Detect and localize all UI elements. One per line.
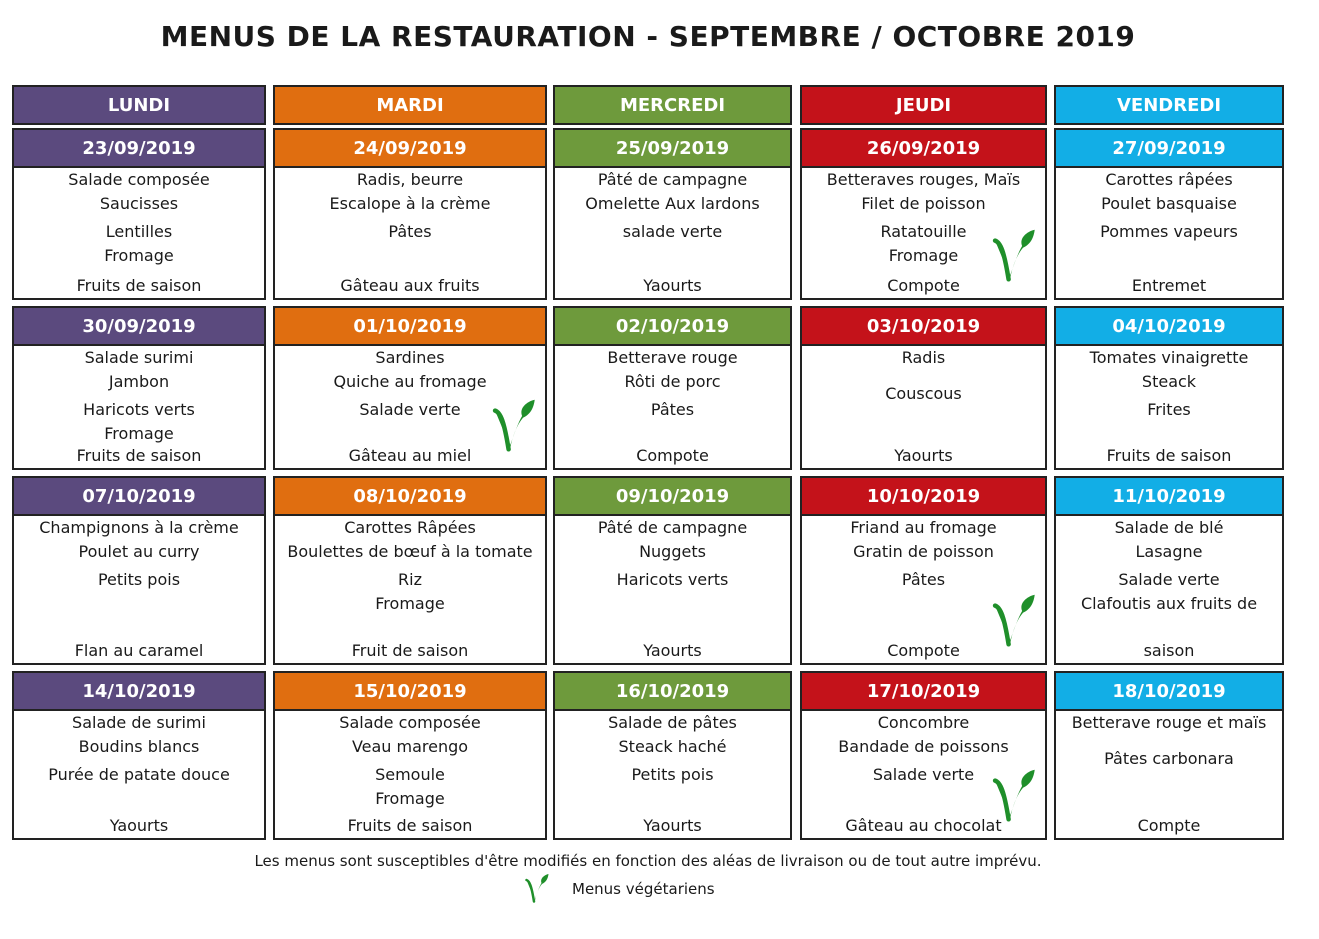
dish-item: Pâtes carbonara	[1104, 749, 1234, 768]
dish-item: Fruits de saison	[347, 816, 473, 835]
dish-list	[1056, 346, 1282, 470]
dish-list	[802, 711, 1045, 840]
menu-date: 23/09/2019	[14, 130, 264, 168]
dish-item: Quiche au fromage	[333, 372, 487, 391]
dish-item: Saucisses	[99, 194, 179, 213]
menu-cell	[1054, 476, 1284, 665]
dish-item: Steack haché	[618, 737, 727, 756]
dish-item: Pâtes	[388, 222, 432, 241]
menu-cell	[1054, 671, 1284, 840]
vegetarian-leaf-icon	[989, 768, 1039, 822]
vegetarian-leaf-icon	[989, 593, 1039, 647]
menu-date: 26/09/2019	[802, 130, 1045, 168]
dish-item: Poulet au curry	[78, 542, 200, 561]
day-header: LUNDI	[12, 85, 266, 125]
menu-cell	[800, 671, 1047, 840]
dish-list	[275, 711, 545, 840]
dish-item: Gâteau aux fruits	[340, 276, 480, 295]
menu-cell	[12, 671, 266, 840]
vegetarian-leaf-icon	[489, 398, 539, 452]
menu-date: 24/09/2019	[275, 130, 545, 168]
dish-item: Omelette Aux lardons	[585, 194, 760, 213]
dish-item: Compote	[636, 446, 709, 465]
dish-item: Salade de surimi	[72, 713, 206, 732]
dish-item: Fruits de saison	[76, 276, 202, 295]
menu-date: 18/10/2019	[1056, 673, 1282, 711]
menu-cell	[800, 306, 1047, 470]
dish-list	[1056, 711, 1282, 840]
menu-date: 30/09/2019	[14, 308, 264, 346]
dish-item: Carottes Râpées	[344, 518, 476, 537]
day-column-lundi	[12, 85, 266, 835]
dish-item: Sardines	[375, 348, 445, 367]
dish-item: Pâtes	[650, 400, 695, 419]
menu-cell	[553, 306, 792, 470]
dish-item: Haricots verts	[616, 570, 729, 589]
page-title: MENUS DE LA RESTAURATION - SEPTEMBRE / OCTOBRE 2019	[160, 20, 1136, 53]
dish-item: Riz	[398, 570, 422, 589]
dish-item: Fruit de saison	[351, 641, 469, 660]
dish-item: Pommes vapeurs	[1100, 222, 1238, 241]
dish-item: Steack	[1141, 372, 1197, 391]
dish-item: Fromage	[375, 594, 445, 613]
dish-list	[14, 346, 264, 470]
dish-item: Tomates vinaigrette	[1089, 348, 1249, 367]
menu-date: 15/10/2019	[275, 673, 545, 711]
menu-cell	[553, 476, 792, 665]
dish-item: Filet de poisson	[861, 194, 986, 213]
legend-label: Menus végétariens	[572, 880, 715, 898]
day-header: MERCREDI	[553, 85, 792, 125]
dish-item: Fromage	[104, 424, 174, 443]
dish-item: Couscous	[885, 384, 962, 403]
dish-item: Salade verte	[1118, 570, 1220, 589]
menu-cell	[273, 128, 547, 300]
dish-item: Fromage	[104, 246, 174, 265]
dish-item: Betteraves rouges, Maïs	[826, 170, 1021, 189]
menu-date: 03/10/2019	[802, 308, 1045, 346]
dish-item: Compote	[887, 641, 960, 660]
dish-item: Concombre	[877, 713, 970, 732]
menu-cell	[273, 671, 547, 840]
dish-item: Clafoutis aux fruits de	[1080, 594, 1258, 613]
day-column-jeudi	[800, 85, 1047, 835]
dish-item: Petits pois	[631, 765, 714, 784]
dish-item: Bandade de poissons	[838, 737, 1009, 756]
day-column-mardi	[273, 85, 547, 835]
dish-item: Fromage	[375, 789, 445, 808]
menu-cell	[12, 128, 266, 300]
dish-list	[14, 168, 264, 300]
dish-item: Salade composée	[339, 713, 481, 732]
dish-item: saison	[1143, 641, 1195, 660]
menu-cell	[273, 306, 547, 470]
day-header: VENDREDI	[1054, 85, 1284, 125]
dish-list	[802, 346, 1045, 470]
dish-item: Lasagne	[1135, 542, 1203, 561]
dish-item: Salade surimi	[84, 348, 194, 367]
dish-item: Yaourts	[643, 276, 702, 295]
dish-item: Yaourts	[109, 816, 169, 835]
dish-item: Ratatouille	[880, 222, 967, 241]
dish-list	[555, 346, 790, 470]
menu-cell	[273, 476, 547, 665]
menu-cell	[553, 128, 792, 300]
dish-item: Radis, beurre	[356, 170, 464, 189]
dish-list	[275, 346, 545, 470]
dish-item: Jambon	[108, 372, 170, 391]
dish-item: Salade de blé	[1114, 518, 1224, 537]
menu-cell	[1054, 128, 1284, 300]
day-header: JEUDI	[800, 85, 1047, 125]
dish-item: Rôti de porc	[624, 372, 721, 391]
dish-item: Gâteau au chocolat	[845, 816, 1002, 835]
dish-item: Radis	[901, 348, 946, 367]
dish-item: Champignons à la crème	[39, 518, 239, 537]
dish-item: Lentilles	[105, 222, 173, 241]
dish-item: Poulet basquaise	[1101, 194, 1237, 213]
dish-item: Gratin de poisson	[853, 542, 994, 561]
dish-list	[555, 711, 790, 840]
dish-item: Petits pois	[97, 570, 181, 589]
dish-item: Boulettes de bœuf à la tomate	[287, 542, 533, 561]
dish-item: Pâté de campagne	[597, 170, 748, 189]
menu-date: 04/10/2019	[1056, 308, 1282, 346]
dish-list	[1056, 168, 1282, 300]
dish-item: Purée de patate douce	[48, 765, 230, 784]
menu-date: 11/10/2019	[1056, 478, 1282, 516]
menu-date: 16/10/2019	[555, 673, 790, 711]
menu-date: 27/09/2019	[1056, 130, 1282, 168]
dish-item: Pâtes	[901, 570, 946, 589]
menu-cell	[12, 306, 266, 470]
dish-item: Semoule	[375, 765, 445, 784]
dish-list	[275, 168, 545, 300]
dish-item: Entremet	[1131, 276, 1207, 295]
menu-cell	[12, 476, 266, 665]
dish-item: Betterave rouge et maïs	[1071, 713, 1267, 732]
menu-date: 10/10/2019	[802, 478, 1045, 516]
dish-item: Yaourts	[894, 446, 953, 465]
menu-date: 08/10/2019	[275, 478, 545, 516]
dish-item: Fruits de saison	[76, 446, 202, 465]
dish-list	[555, 516, 790, 665]
dish-item: Salade verte	[872, 765, 975, 784]
menu-date: 25/09/2019	[555, 130, 790, 168]
menu-date: 01/10/2019	[275, 308, 545, 346]
menu-date: 14/10/2019	[14, 673, 264, 711]
dish-item: Pâté de campagne	[597, 518, 748, 537]
day-header: MARDI	[273, 85, 547, 125]
day-column-mercredi	[553, 85, 792, 835]
dish-item: Compote	[887, 276, 960, 295]
menu-date: 17/10/2019	[802, 673, 1045, 711]
day-column-vendredi	[1054, 85, 1284, 835]
vegetarian-leaf-icon	[522, 873, 552, 903]
dish-item: Frites	[1147, 400, 1191, 419]
dish-item: Escalope à la crème	[329, 194, 491, 213]
dish-item: Fromage	[888, 246, 959, 265]
dish-item: Salade de pâtes	[608, 713, 737, 732]
dish-item: Betterave rouge	[607, 348, 738, 367]
menu-cell	[553, 671, 792, 840]
dish-item: Compte	[1137, 816, 1201, 835]
dish-list	[14, 516, 264, 665]
dish-list	[14, 711, 264, 840]
dish-list	[802, 516, 1045, 665]
dish-item: Nuggets	[639, 542, 706, 561]
dish-item: salade verte	[622, 222, 723, 241]
menu-date: 02/10/2019	[555, 308, 790, 346]
dish-list	[555, 168, 790, 300]
dish-item: Carottes râpées	[1105, 170, 1233, 189]
menu-cell	[800, 476, 1047, 665]
dish-list	[1056, 516, 1282, 665]
dish-item: Haricots verts	[83, 400, 195, 419]
vegetarian-leaf-icon	[989, 228, 1039, 282]
dish-item: Boudins blancs	[78, 737, 200, 756]
dish-item: Yaourts	[643, 816, 702, 835]
dish-list	[275, 516, 545, 665]
dish-item: Yaourts	[643, 641, 702, 660]
dish-item: Veau marengo	[351, 737, 469, 756]
menu-cell	[800, 128, 1047, 300]
legend	[522, 873, 742, 903]
disclaimer-note: Les menus sont susceptibles d'être modifiés en fonction des aléas de livraison ou de tout autre imprévu.	[254, 852, 1042, 870]
dish-item: Fruits de saison	[1106, 446, 1232, 465]
dish-item: Salade composée	[68, 170, 210, 189]
dish-list	[802, 168, 1045, 300]
dish-item: Gâteau au miel	[348, 446, 472, 465]
menu-date: 09/10/2019	[555, 478, 790, 516]
dish-item: Flan au caramel	[74, 641, 204, 660]
menu-cell	[1054, 306, 1284, 470]
menu-date: 07/10/2019	[14, 478, 264, 516]
dish-item: Friand au fromage	[850, 518, 997, 537]
dish-item: Salade verte	[359, 400, 461, 419]
